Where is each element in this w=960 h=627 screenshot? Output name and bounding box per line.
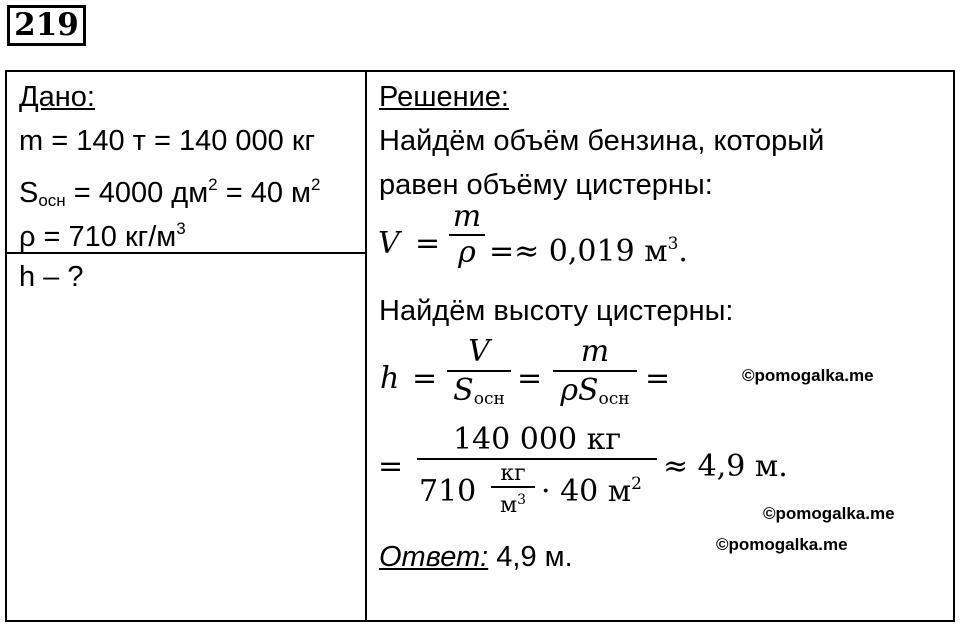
watermark: ©pomogalka.me <box>716 535 848 554</box>
solution-text-1: Найдём объём бензина, который <box>379 125 825 157</box>
height-fraction-1 <box>447 334 511 418</box>
problem-number: 219 <box>7 5 86 46</box>
big-numerator: 140 000 кг <box>452 422 622 457</box>
volume-result: =≈ 0,019 $м^3$. <box>489 234 688 269</box>
watermark: ©pomogalka.me <box>742 366 874 385</box>
watermark: ©pomogalka.me <box>763 504 895 523</box>
volume-fraction <box>449 200 485 270</box>
given-density: ρ = 710 $кг/м^3$ <box>19 219 186 253</box>
solution-text-3: Найдём высоту цистерны: <box>379 295 734 327</box>
solution-heading: Решение: <box>379 81 509 113</box>
height-var: h <box>380 361 400 396</box>
height-fraction-2 <box>553 334 637 418</box>
given-heading: Дано: <box>19 81 95 113</box>
volume-eq: = <box>415 226 441 261</box>
volume-var: V <box>378 226 400 261</box>
column-divider <box>365 72 367 620</box>
height-numerator-2: m <box>580 334 610 369</box>
height-denominator-1: $S_{осн}$ <box>453 373 505 409</box>
height-denominator-2: $\rho S_{осн}$ <box>560 373 630 409</box>
height-eq-1: = <box>412 361 438 396</box>
height-numerator-1: V <box>468 334 490 369</box>
big-eq: = <box>378 449 404 484</box>
given-mass: m = 140 т = 140 000 кг <box>19 125 316 157</box>
height-eq-2: = <box>517 361 543 396</box>
find-height: h – ? <box>19 261 84 293</box>
big-fraction <box>417 422 657 520</box>
answer-label: Ответ: <box>379 541 489 573</box>
answer-value: 4,9 м. <box>488 541 573 573</box>
answer-line <box>379 540 573 574</box>
big-result: ≈ 4,9 м. <box>663 449 788 484</box>
volume-numerator: m <box>452 199 482 234</box>
volume-denominator: ρ <box>458 235 476 270</box>
given-area: $S_{осн} = 4000$ $дм^2 = 40$ $м^2$ <box>19 175 321 210</box>
height-eq-3: = <box>645 361 671 396</box>
big-denominator: 710 кг $м^3$ · 40 $м^2$ <box>419 461 642 518</box>
solution-text-2: равен объёму цистерны: <box>379 169 713 201</box>
unit-fraction: кг $м^3$ <box>491 462 535 518</box>
